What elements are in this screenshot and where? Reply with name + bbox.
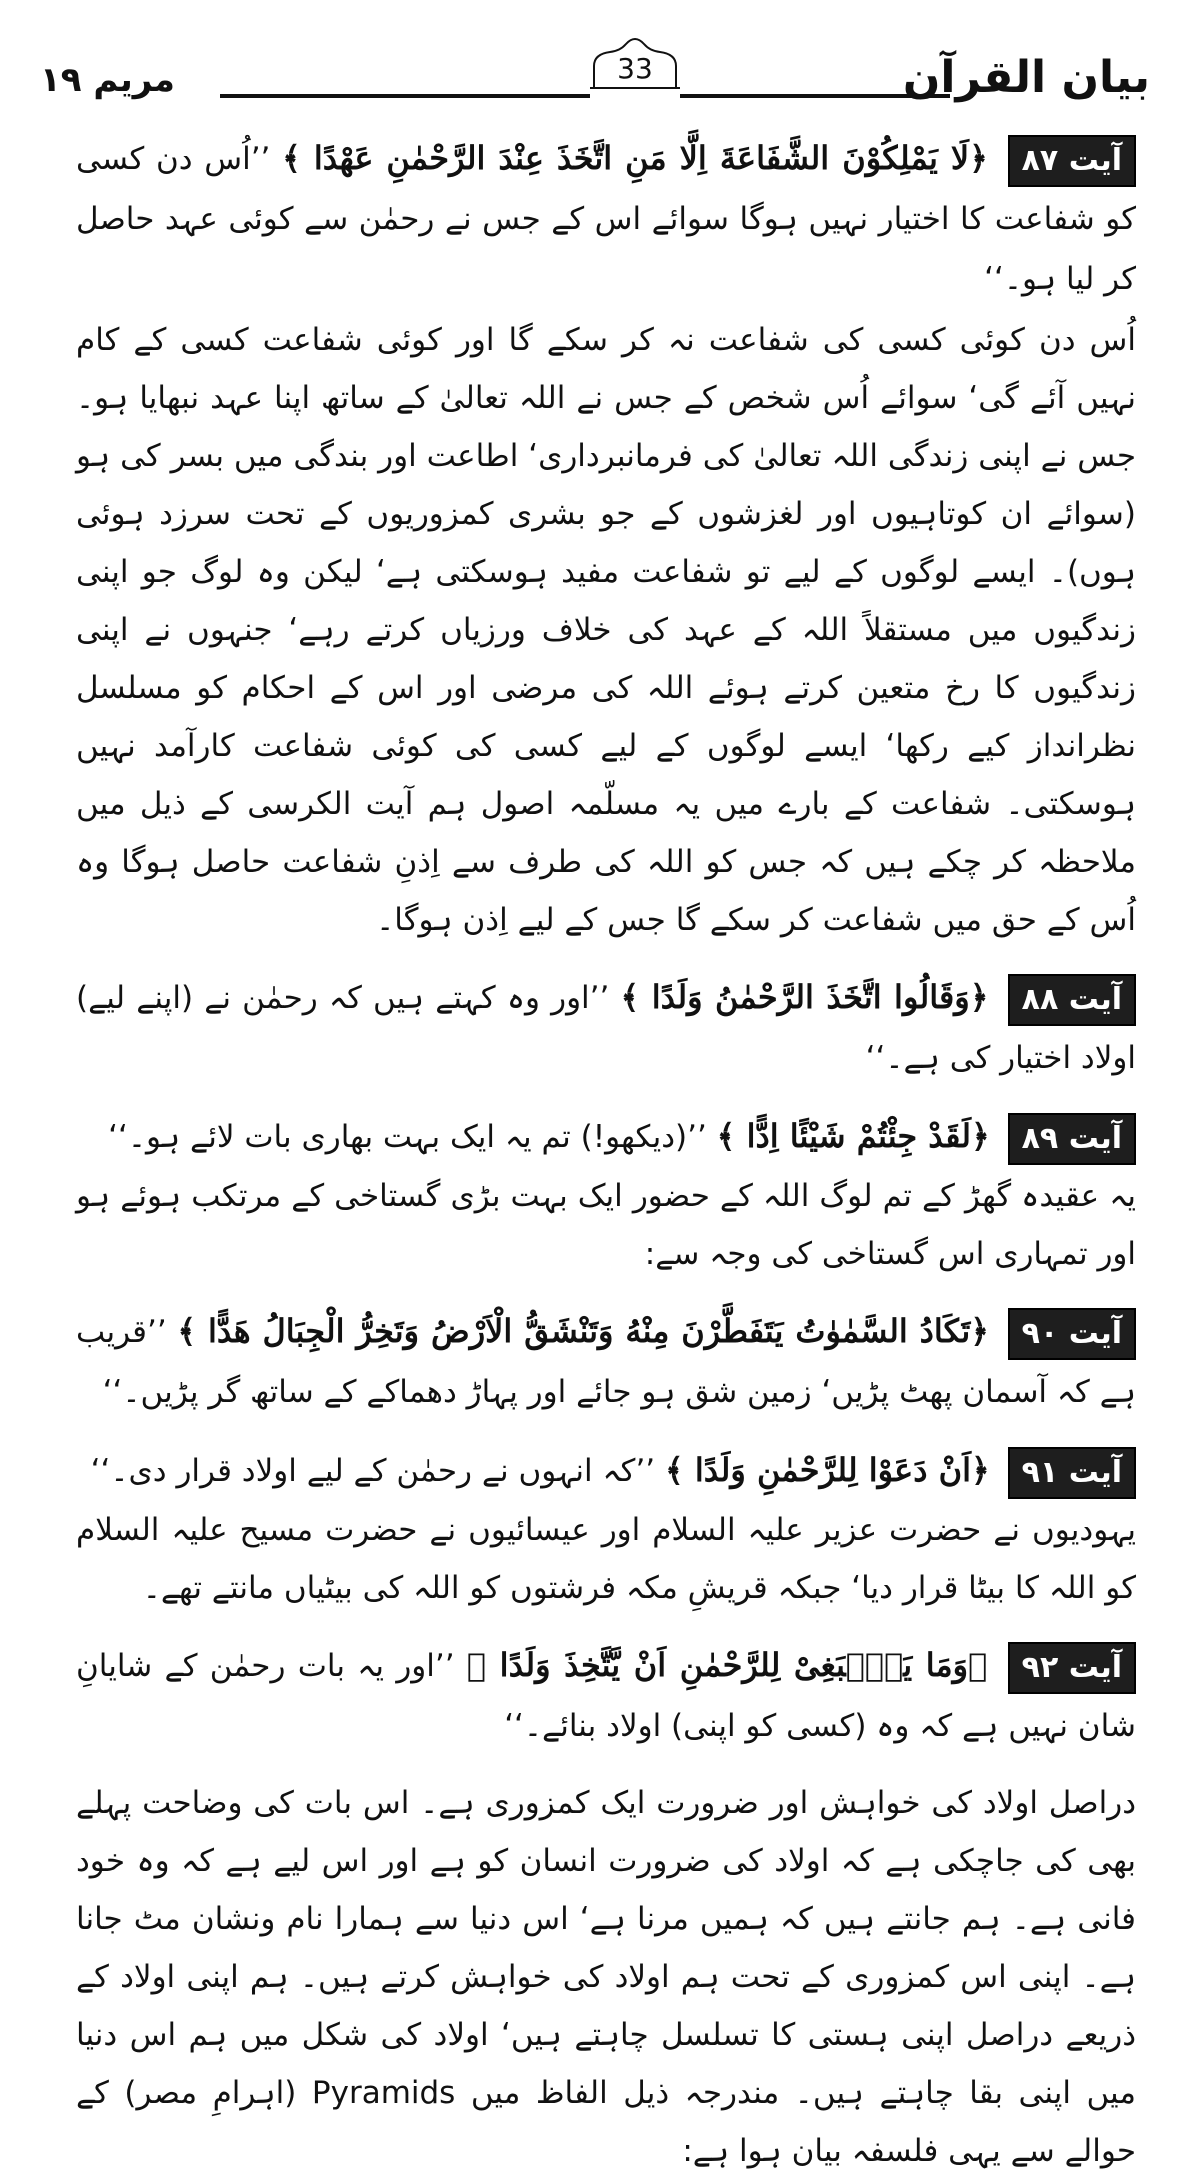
arabic-verse: ﴿اَنْ دَعَوْا لِلرَّحْمٰنِ وَلَدًا ﴾ <box>665 1451 990 1489</box>
book-title: بیان القرآن <box>902 52 1150 103</box>
page-header <box>40 52 1150 122</box>
commentary-paragraph: اُس دن کوئی کسی کی شفاعت نہ کر سکے گا اور کوئی شفاعت کسی کے کام نہیں آئے گی‘ سوائے اُس شخص کے جس نے اللہ تعالیٰ کے ساتھ اپنا عہد نبھایا ہو۔ جس نے اپنی زندگی اللہ تعالیٰ کی فرمانبرداری‘ اطاعت اور بندگی میں بسر کی ہو (سوائے ان کوتاہیوں اور لغزشوں کے جو بشری کمزوریوں کے تحت سرزد ہوئی ہوں)۔ ایسے لوگوں کے لیے تو شفاعت مفید ہوسکتی ہے‘ لیکن وہ لوگ جو اپنی زندگیوں میں مستقلاً اللہ کے عہد کی خلاف ورزیاں کرتے رہے‘ جنہوں نے اپنی زندگیوں کا رخ متعین کرتے ہوئے اللہ کی مرضی اور اس کے احکام کو مسلسل نظرانداز کیے رکھا‘ ایسے لوگوں کے لیے کسی کی کوئی شفاعت کارآمد نہیں ہوسکتی۔ شفاعت کے بارے میں یہ مسلّمہ اصول ہم آیت الکرسی کے ذیل میں ملاحظہ کر چکے ہیں کہ جس کو اللہ کی طرف سے اِذنِ شفاعت حاصل ہوگا وہ اُس کے حق میں شفاعت کر سکے گا جس کے لیے اِذن ہوگا۔ <box>76 322 1136 938</box>
verse-number-badge: آیت ۹۲ <box>1008 1642 1136 1694</box>
arabic-verse: ﴿وَمَا یَنْۢبَغِیْ لِلرَّحْمٰنِ اَنْ یَّتَّخِذَ وَلَدًا ﴾ <box>466 1646 988 1684</box>
surah-name: مریم ۱۹ <box>40 60 175 100</box>
verse-block <box>76 967 1136 1088</box>
arabic-verse: ﴿وَقَالُوا اتَّخَذَ الرَّحْمٰنُ وَلَدًا ﴾ <box>620 978 989 1016</box>
page-number: 33 <box>617 52 653 85</box>
verse-translation: ’’(دیکھو!) تم یہ ایک بہت بھاری بات لائے ہو۔‘‘ <box>108 1119 707 1155</box>
verse-number-badge: آیت ۸۹ <box>1008 1113 1136 1165</box>
verse-translation: ’’قریب ہے کہ آسمان پھٹ پڑیں‘ زمین شق ہو جائے اور پہاڑ دھماکے کے ساتھ گر پڑیں۔‘‘ <box>76 1314 1136 1410</box>
verse-translation: ’’اور یہ بات رحمٰن کے شایانِ شان نہیں ہے کہ وہ (کسی کو اپنی) اولاد بنائے۔‘‘ <box>76 1648 1136 1744</box>
arabic-verse: ﴿لَا یَمْلِکُوْنَ الشَّفَاعَةَ اِلَّا مَنِ اتَّخَذَ عِنْدَ الرَّحْمٰنِ عَھْدًا ﴾ <box>282 139 988 177</box>
arabic-verse: ﴿لَقَدْ جِئْتُمْ شَیْئًا اِدًّا ﴾ <box>716 1117 990 1155</box>
verse-block <box>76 1635 1136 1756</box>
verse-number-badge: آیت ۸۷ <box>1008 135 1136 187</box>
page-body <box>76 128 1136 2180</box>
commentary-paragraph: یہودیوں نے حضرت عزیر علیہ السلام اور عیسائیوں نے حضرت مسیح علیہ السلام کو اللہ کا بیٹا قرار دیا‘ جبکہ قریشِ مکہ فرشتوں کو اللہ کی بیٹیاں مانتے تھے۔ <box>76 1512 1136 1606</box>
verse-number-badge: آیت ۹۱ <box>1008 1447 1136 1499</box>
arabic-verse: ﴿تَکَادُ السَّمٰوٰتُ یَتَفَطَّرْنَ مِنْهُ وَتَنْشَقُّ الْاَرْضُ وَتَخِرُّ الْجِبَالُ ھَدًّا ﴾ <box>177 1312 989 1350</box>
verse-number-badge: آیت ۸۸ <box>1008 974 1136 1026</box>
verse-translation: ’’اُس دن کسی کو شفاعت کا اختیار نہیں ہوگا سوائے اس کے جس نے رحمٰن سے کوئی عہد حاصل کر لیا ہو۔‘‘ <box>76 141 1136 297</box>
verse-block <box>76 128 1136 309</box>
verse-translation: ’’اور وہ کہتے ہیں کہ رحمٰن نے (اپنے لیے) اولاد اختیار کی ہے۔‘‘ <box>76 980 1136 1076</box>
verse-block <box>76 1440 1136 1501</box>
verse-translation: ’’کہ انہوں نے رحمٰن کے لیے اولاد قرار دی۔‘‘ <box>90 1453 656 1489</box>
header-rule-left <box>220 94 590 98</box>
verse-number-badge: آیت ۹۰ <box>1008 1308 1136 1360</box>
verse-block <box>76 1301 1136 1422</box>
commentary-paragraph: یہ عقیدہ گھڑ کے تم لوگ اللہ کے حضور ایک بہت بڑی گستاخی کے مرتکب ہوئے ہو اور تمہاری اس گستاخی کی وجہ سے: <box>76 1178 1136 1272</box>
page-number-ornament <box>590 36 680 92</box>
commentary-paragraph: دراصل اولاد کی خواہش اور ضرورت ایک کمزوری ہے۔ اس بات کی وضاحت پہلے بھی کی جاچکی ہے کہ اولاد کی ضرورت انسان کو ہے اور اس لیے ہے کہ وہ خود فانی ہے۔ ہم جانتے ہیں کہ ہمیں مرنا ہے‘ اس دنیا سے ہمارا نام ونشان مٹ جانا ہے۔ اپنی اس کمزوری کے تحت ہم اولاد کی خواہش کرتے ہیں۔ ہم اپنی اولاد کے ذریعے دراصل اپنی ہستی کا تسلسل چاہتے ہیں‘ اولاد کی شکل میں ہم اس دنیا میں اپنی بقا چاہتے ہیں۔ مندرجہ ذیل الفاظ میں Pyramids (اہرامِ مصر) کے حوالے سے یہی فلسفہ بیان ہوا ہے: <box>76 1785 1137 2169</box>
header-rule-right <box>680 94 950 98</box>
verse-block <box>76 1106 1136 1167</box>
